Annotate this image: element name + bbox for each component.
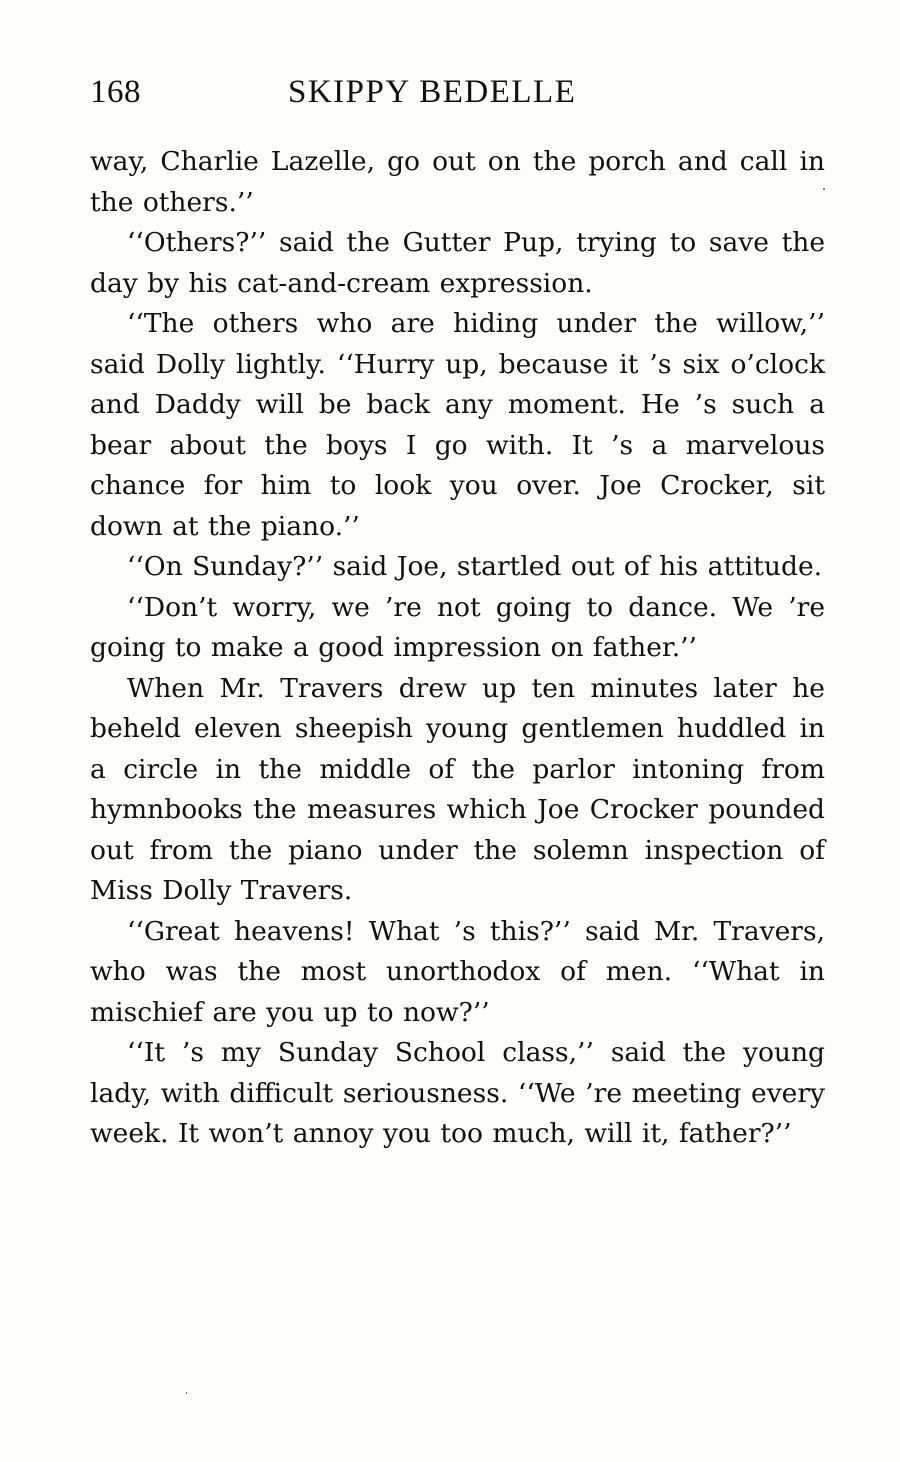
paragraph: ‘‘On Sunday?’’ said Joe, startled out of his attitude. [127,551,823,582]
body-text [90,142,825,1155]
paper-speck [186,1392,187,1394]
paragraph: When Mr. Travers drew up ten minutes later he beheld eleven sheepish young gentlemen huddled in a circle in the middle of the parlor intoning from hymnbooks the measures which Joe Crocker pounded out from the piano under the solemn inspection of Miss Dolly Travers. [90,672,825,906]
paragraph: ‘‘It ’s my Sunday School class,’’ said the young lady, with difficult seriousness. ‘‘We ’re meeting every week. It won’t annoy you too much, will it, father?’’ [90,1037,825,1149]
paragraph: ‘‘Others?’’ said the Gutter Pup, trying to save the day by his cat-and-cream expression. [90,227,825,299]
book-title: SKIPPY BEDELLE [288,74,577,110]
paragraph: ‘‘Great heavens! What ’s this?’’ said Mr. Travers, who was the most unorthodox of men. ‘‘What in mischief are you up to now?’’ [90,915,825,1028]
running-head [90,72,825,112]
paragraph: way, Charlie Lazelle, go out on the porch and call in the others.’’ [90,146,825,218]
paragraph: ‘‘Don’t worry, we ’re not going to dance. We ’re going to make a good impression on father.’’ [90,591,825,663]
paragraph: ‘‘The others who are hiding under the willow,’’ said Dolly lightly. ‘‘Hurry up, because it ’s six o’clock and Daddy will be back any moment. He ’s such a bear about the boys I go with. It ’s a marvelous chance for him to look you over. Joe Crocker, sit down at the piano.’’ [90,308,825,542]
page-number: 168 [90,74,141,110]
paper-speck [823,188,825,190]
